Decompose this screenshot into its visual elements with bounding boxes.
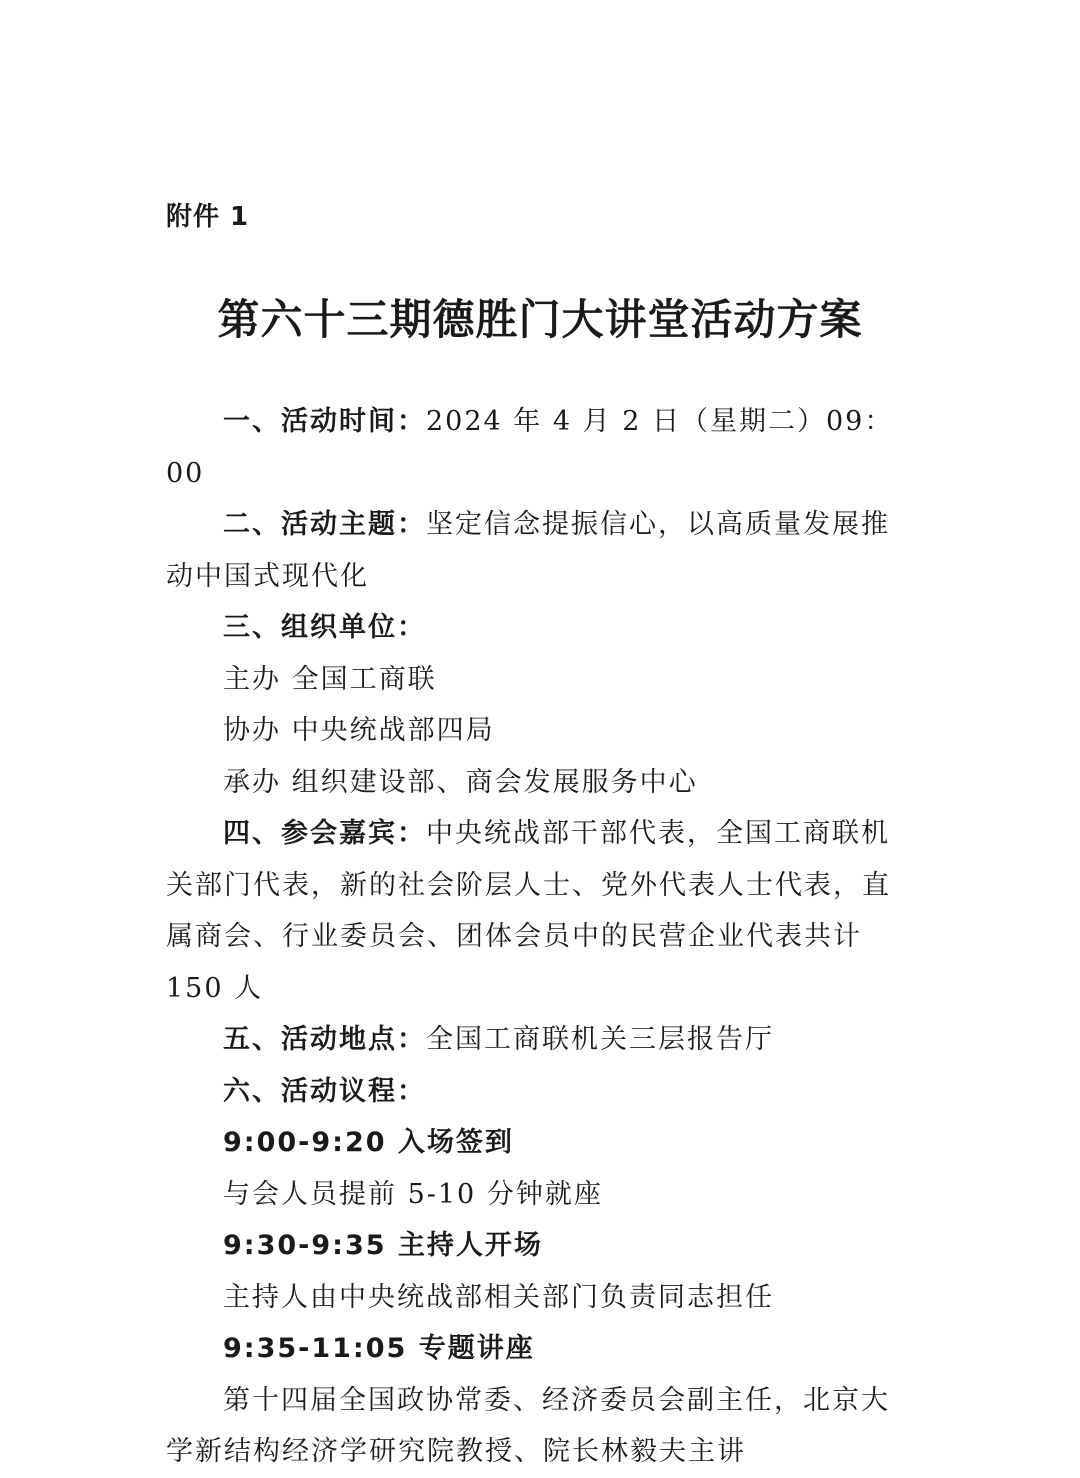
- agenda-item-time: 9:00-9:20 入场签到: [223, 1127, 514, 1158]
- section-venue-value: 全国工商联机关三层报告厅: [426, 1024, 774, 1055]
- section-guests: [166, 808, 918, 1014]
- agenda-item-desc: 主持人由中央统战部相关部门负责同志担任: [223, 1281, 774, 1313]
- section-time-label: 一、活动时间：: [223, 406, 426, 437]
- section-guests-label: 四、参会嘉宾：: [223, 818, 426, 849]
- section-time-value: 2024 年 4 月 2 日（星期二）09：00: [166, 406, 894, 489]
- section-venue: [166, 1014, 918, 1066]
- agenda-item-time: 9:35-11:05 专题讲座: [223, 1333, 535, 1364]
- section-guests-value: 中央统战部干部代表，全国工商联机关部门代表，新的社会阶层人士、党外代表人士代表，直属商会、行业委员会、团体会员中的民营企业代表共计 150 人: [166, 818, 891, 1004]
- section-time: [166, 396, 918, 499]
- document-body: [166, 396, 918, 1478]
- section-organizers-label: 三、组织单位：: [223, 612, 426, 643]
- section-agenda-label: 六、活动议程：: [223, 1075, 426, 1107]
- section-theme: [166, 499, 918, 602]
- attachment-label: 附件 1: [166, 202, 250, 232]
- agenda-item-desc: 与会人员提前 5-10 分钟就座: [223, 1178, 603, 1210]
- organizer-co-host: 协办 中央统战部四局: [223, 715, 495, 746]
- agenda-item-desc: 第十四届全国政协常委、经济委员会副主任，北京大学新结构经济学研究院教授、院长林毅夫主讲: [166, 1384, 890, 1467]
- section-theme-label: 二、活动主题：: [223, 509, 426, 540]
- section-venue-label: 五、活动地点：: [223, 1024, 426, 1055]
- section-theme-value: 坚定信念提振信心，以高质量发展推动中国式现代化: [166, 509, 890, 592]
- organizer-undertaker: 承办 组织建设部、商会发展服务中心: [223, 766, 698, 798]
- document-title: 第六十三期德胜门大讲堂活动方案: [217, 295, 863, 344]
- organizer-host: 主办 全国工商联: [223, 663, 437, 695]
- agenda-item-time: 9:30-9:35 主持人开场: [223, 1230, 543, 1261]
